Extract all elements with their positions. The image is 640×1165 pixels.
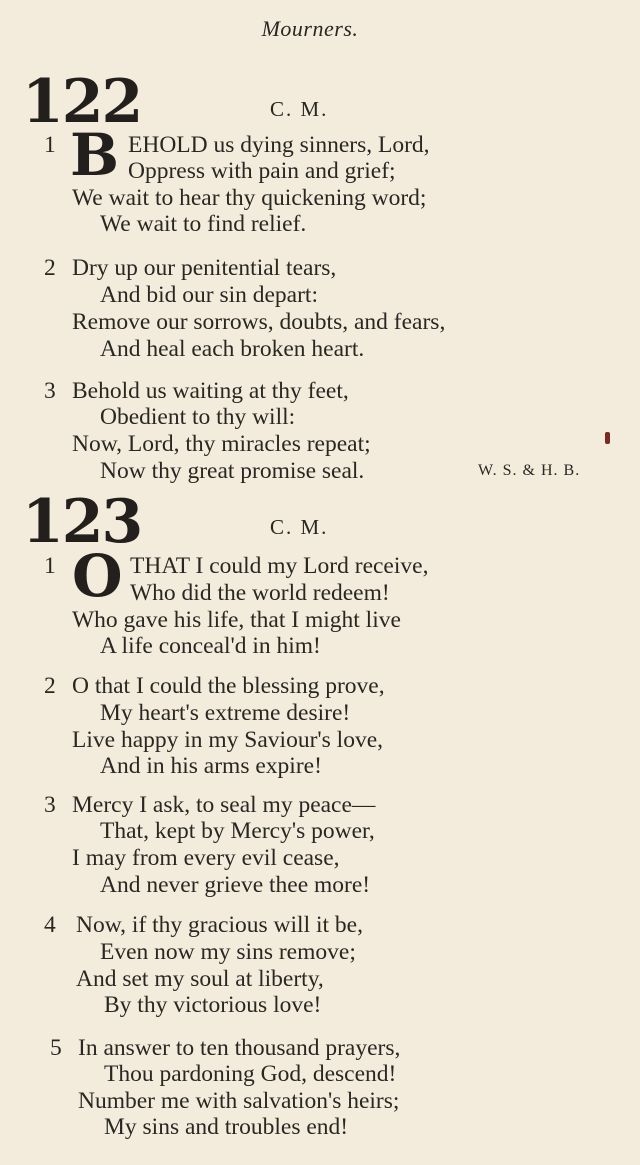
verse-line: Now, Lord, thy miracles repeat; — [72, 431, 371, 457]
verse-line: Even now my sins remove; — [100, 939, 356, 965]
hymn-meter: C. M. — [270, 97, 329, 121]
verse-line: Thou pardoning God, descend! — [104, 1061, 397, 1087]
verse-line: Behold us waiting at thy feet, — [72, 378, 349, 404]
verse-number: 1 — [44, 132, 56, 158]
verse-line: And never grieve thee more! — [100, 872, 371, 898]
verse-line: Mercy I ask, to seal my peace— — [72, 792, 376, 818]
verse-line: O that I could the blessing prove, — [72, 673, 385, 699]
verse-line: Remove our sorrows, doubts, and fears, — [72, 309, 446, 335]
verse-line: Now thy great promise seal. — [100, 458, 365, 484]
verse-line: EHOLD us dying sinners, Lord, — [128, 132, 430, 158]
verse-number: 1 — [44, 553, 56, 579]
verse-line: Now, if thy gracious will it be, — [76, 912, 363, 938]
hymn-number: 123 — [22, 487, 142, 557]
hymn-number: 122 — [22, 67, 142, 137]
ink-mark — [605, 432, 610, 444]
verse-number: 2 — [44, 255, 56, 281]
verse-line: I may from every evil cease, — [72, 845, 340, 871]
verse-number: 2 — [44, 673, 56, 699]
verse-line: And in his arms expire! — [100, 753, 322, 779]
verse-number: 3 — [44, 792, 56, 818]
verse-line: Number me with salvation's heirs; — [78, 1088, 400, 1114]
running-head: Mourners. — [261, 16, 359, 41]
verse-line: And set my soul at liberty, — [76, 966, 324, 992]
verse-line: Who gave his life, that I might live — [72, 607, 401, 633]
verse-line: Dry up our penitential tears, — [72, 255, 337, 281]
verse-line: We wait to hear thy quickening word; — [72, 185, 427, 211]
verse-line: Who did the world redeem! — [130, 580, 390, 606]
verse-line: THAT I could my Lord receive, — [130, 553, 429, 579]
verse-line: We wait to find relief. — [100, 211, 307, 237]
verse-number: 4 — [44, 912, 56, 938]
verse-number: 3 — [44, 378, 56, 404]
verse-line: Obedient to thy will: — [100, 404, 296, 430]
verse-line: Oppress with pain and grief; — [128, 158, 396, 184]
hymn-meter: C. M. — [270, 515, 329, 539]
verse-line: And heal each broken heart. — [100, 336, 365, 362]
drop-cap: B — [70, 121, 120, 189]
verse-line: In answer to ten thousand prayers, — [78, 1035, 401, 1061]
verse-line: A life conceal'd in him! — [100, 633, 321, 659]
verse-line: By thy victorious love! — [104, 992, 322, 1018]
verse-line: Live happy in my Saviour's love, — [72, 727, 383, 753]
verse-number: 5 — [50, 1035, 62, 1061]
verse-line: My sins and troubles end! — [104, 1114, 349, 1140]
verse-line: And bid our sin depart: — [100, 282, 318, 308]
verse-line: My heart's extreme desire! — [100, 700, 351, 726]
author-attribution: W. S. & H. B. — [478, 462, 581, 479]
drop-cap: O — [72, 542, 123, 610]
verse-line: That, kept by Mercy's power, — [100, 818, 375, 844]
